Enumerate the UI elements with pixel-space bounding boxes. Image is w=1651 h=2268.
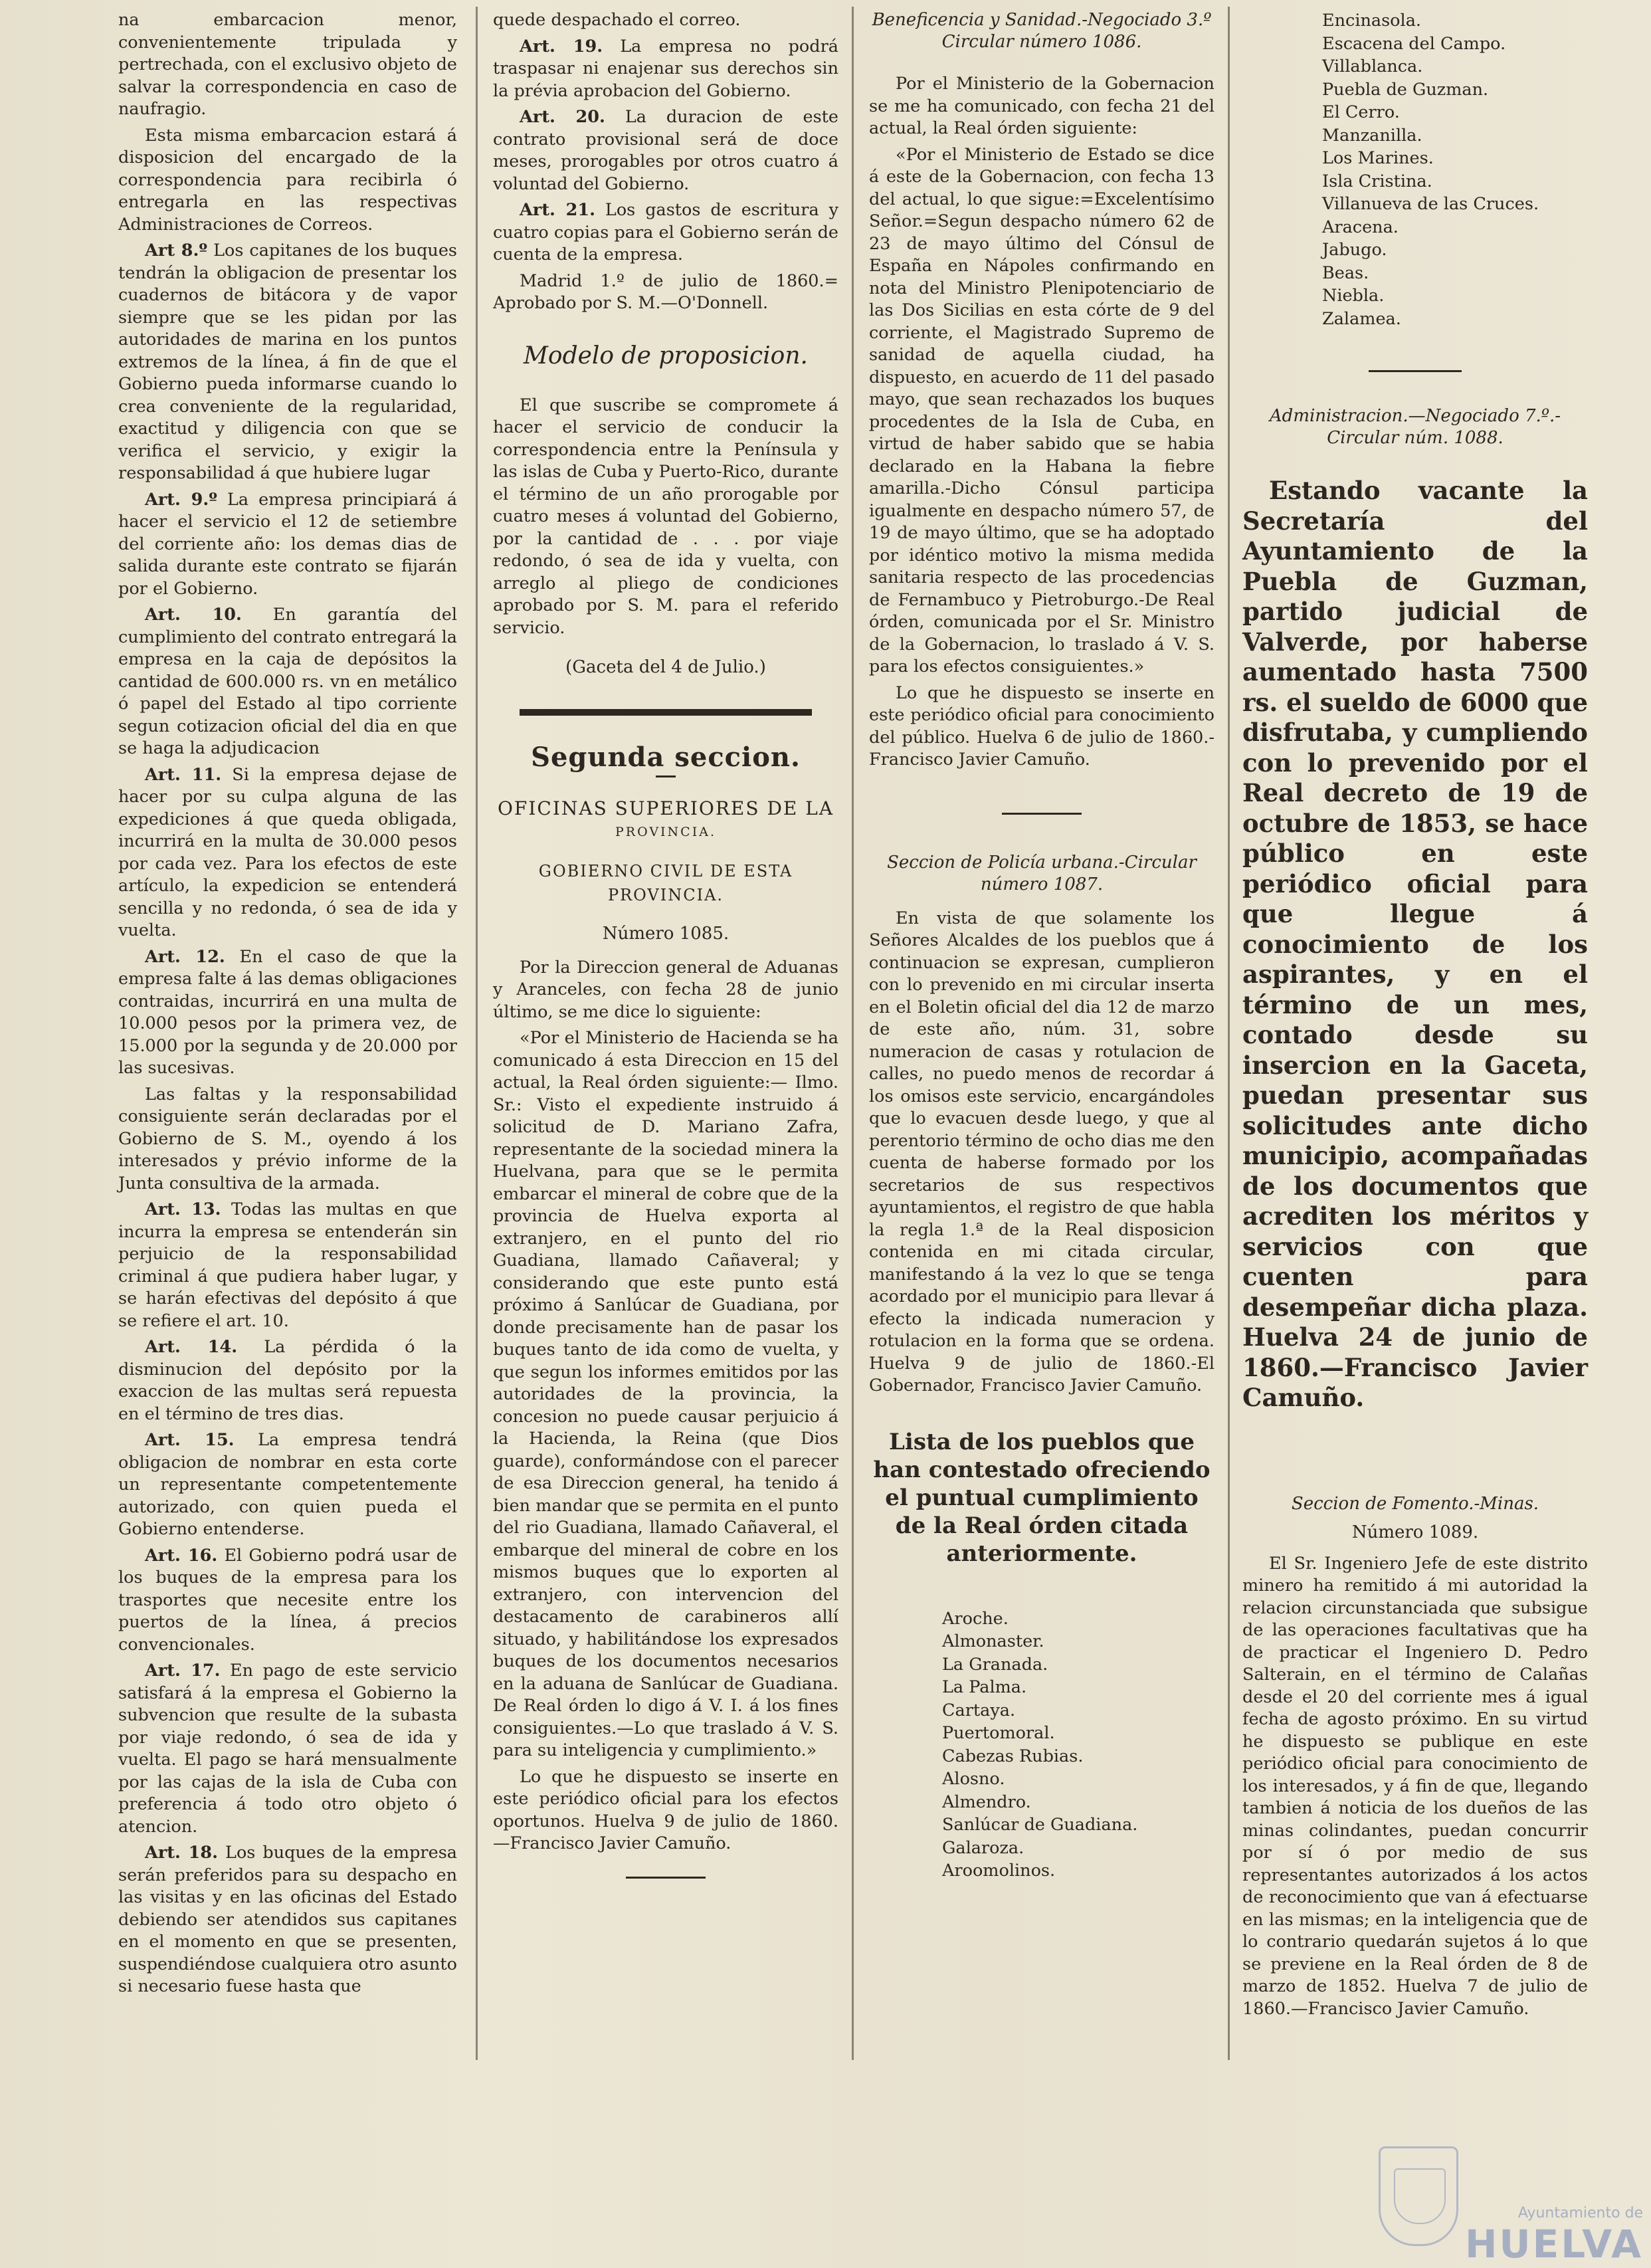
model-text: El que suscribe se compromete á hacer el servicio de conducir la correspondencia entre la Península y las islas de Cuba y Puerto-Rico, durante el término de un año prorogable por cuatro meses á voluntad del Gobierno, por la cantidad de . . . por viaje redondo, ó sea de ida y vuelta, con arreglo al pliego de condiciones aprobado por S. M. para el referido servicio.: [493, 395, 838, 638]
town-item: Aracena.: [1322, 217, 1399, 237]
column-rule: [852, 7, 854, 2060]
town-item: Galaroza.: [942, 1837, 1024, 1858]
article-label: Art. 15.: [145, 1430, 235, 1450]
paragraph: quede despachado el correo.: [493, 10, 741, 30]
paragraph: Lo que he dispuesto se inserte en este periódico oficial para conocimiento del público. Huelva 6 de julio de 1860.-Francisco Javier Camuño.: [869, 682, 1214, 770]
town-item: Cartaya.: [942, 1700, 1016, 1720]
article-label: Art. 17.: [145, 1661, 221, 1681]
paragraph: El Sr. Ingeniero Jefe de este distrito minero ha remitido á mi autoridad la relacion circunstanciada que subsigue de las operaciones facultativas que ha de practicar el Ingeniero D. Pedro Salterain, en el término de Calañas desde el 20 del corriente mes á igual fecha de agosto próximo. En su virtud he dispuesto se publique en este periódico oficial para conocimiento de los interesados, y á fin de que, llegando tambien á noticia de los dueños de las minas colindantes, puedan concurrir por sí ó por medio de sus representantes autorizados á los actos de reconocimiento que van á efectuarse en las mismas; en la inteligencia que de lo contrario quedarán sujetos á lo que se previene en la Real órden de 8 de marzo de 1852. Huelva 7 de julio de 1860.—Francisco Javier Camuño.: [1242, 1553, 1588, 2019]
section-title: Segunda seccion.: [531, 742, 801, 773]
decree-signature: Madrid 1.º de julio de 1860.= Aprobado por S. M.—O'Donnell.: [493, 270, 838, 313]
article-paragraph: [118, 240, 457, 485]
article-paragraph: [118, 1842, 457, 1998]
town-item: Manzanilla.: [1322, 125, 1422, 146]
town-item: Los Marines.: [1322, 148, 1434, 168]
fomento-heading: Seccion de Fomento.-Minas.: [1291, 1493, 1539, 1514]
town-item: La Palma.: [942, 1677, 1027, 1697]
paragraph: Esta misma embarcacion estará á disposicion del encargado de la correspondencia para recibirla ó entregarla en las respectivas Administraciones de Correos.: [118, 125, 457, 235]
town-item: Sanlúcar de Guadiana.: [942, 1815, 1138, 1835]
city-crest-icon: [1379, 2146, 1458, 2246]
paragraph: «Por el Ministerio de Estado se dice á este de la Gobernacion, con fecha 13 del actual, lo que sigue:=Excelentísimo Señor.=Segun despacho número 62 de 23 de mayo último del Cónsul de España en Nápoles confirmando en nota del Ministro Plenipotenciario de las Dos Sicilias en esta córte de 9 del corriente, el Magistrado Supremo de sanidad de aquella ciudad, ha dispuesto, en acuerdo de 11 del pasado mayo, que sean rechazados los buques procedentes de la Isla de Cuba, en virtud de haber sabido que se habia declarado en la Habana la fiebre amarilla.-Dicho Cónsul participa igualmente en despacho número 57, de 19 de mayo último, que se ha adoptado por idéntico motivo la misma medida sanitaria respecto de las procedencias de Fernambuco y Pietroburgo.-De Real órden, comunicada por el Sr. Ministro de la Gobernacion, lo traslado á V. S. para los efectos consiguientes.»: [869, 144, 1214, 676]
article-label: Art. 11.: [145, 764, 222, 785]
paragraph: Por el Ministerio de la Gobernacion se me ha comunicado, con fecha 21 del actual, la Real órden siguiente:: [869, 74, 1214, 138]
articles-list: [493, 36, 838, 266]
article-text: En garantía del cumplimiento del contrato entregará la empresa en la caja de depósitos la cantidad de 600.000 rs. vn en metálico ó papel del Estado al tipo corriente segun cotizacion oficial del dia en que se haga la adjudicacion: [118, 605, 457, 758]
province-heading: PROVINCIA.: [615, 824, 716, 839]
column-3: [869, 9, 1214, 1883]
beneficencia-heading: Beneficencia y Sanidad.-Negociado 3.º: [872, 10, 1212, 30]
article-paragraph: [118, 1084, 457, 1195]
article-label: Art. 16.: [145, 1545, 218, 1566]
section-rule: [520, 709, 812, 716]
article-text: En el caso de que la empresa falte á las demas obligaciones contraidas, incurrirá en una multa de 10.000 pesos por la primera vez, de 15.000 por la segunda y de 20.000 por las sucesivas.: [118, 946, 457, 1078]
towns-list: [1242, 9, 1588, 330]
town-item: Aroche.: [942, 1608, 1009, 1629]
article-paragraph: [118, 1545, 457, 1657]
article-paragraph: [118, 489, 457, 601]
article-label: Art. 13.: [145, 1199, 221, 1219]
paragraph: En vista de que solamente los Señores Alcaldes de los pueblos que á continuacion se expresan, cumplieron con lo prevenido en mi circular inserta en el Boletin oficial del dia 12 de marzo de este año, núm. 31, sobre numeracion de casas y rotulacion de calles, no puedo menos de recordar á los omisos este servicio, encargándoles que lo evacuen desde luego, y que al perentorio término de ocho dias me den cuenta de haberse formado por los secretarios de sus respectivos ayuntamientos, el registro de que habla la regla 1.ª de la Real disposicion contenida en mi citada circular, manifestando á la vez lo que se tenga acordado por el municipio para llevar á efecto la indicada numeracion y rotulacion en la forma que se ordena. Huelva 9 de julio de 1860.-El Gobernador, Francisco Javier Camuño.: [869, 908, 1214, 1395]
town-item: Puertomoral.: [942, 1723, 1055, 1743]
article-paragraph: [493, 36, 838, 103]
article-paragraph: [493, 199, 838, 266]
column-1: [118, 9, 457, 2002]
town-item: Beas.: [1322, 262, 1369, 283]
policia-heading: Seccion de Policía urbana.-Circular número 1087.: [887, 852, 1197, 894]
town-item: Escacena del Campo.: [1322, 33, 1506, 54]
column-rule: [1228, 7, 1230, 2060]
article-label: Art. 10.: [145, 605, 242, 625]
watermark-small: Ayuntamiento de: [1517, 2205, 1644, 2221]
watermark-big: HUELVA: [1465, 2221, 1644, 2267]
article-paragraph: [118, 946, 457, 1080]
article-label: Art. 14.: [145, 1337, 238, 1357]
offices-heading: OFICINAS SUPERIORES DE LA: [497, 797, 834, 819]
town-item: Cabezas Rubias.: [942, 1746, 1084, 1766]
paragraph: «Por el Ministerio de Hacienda se ha comunicado á esta Direccion en 15 del actual, la Real órden siguiente:— Ilmo. Sr.: Visto el expediente instruido á solicitud de D. Mariano Zafra, representante de la sociedad minera la Huelvana, para que se le permita embarcar el mineral de cobre que de la provincia de Huelva exporta al extranjero, en el punto del rio Guadiana, llamado Cañaveral; y considerando que este punto está próximo á Sanlúcar de Guadiana, por donde precisamente han de pasar los buques tanto de ida como de vuelta, y que segun los informes emitidos por las autoridades de la provincia, la concesion no puede causar perjuicio á la Hacienda, la Reina (que Dios guarde), conformándose con el parecer de esa Direccion general, ha tenido á bien mandar que se permita en el punto del rio Guadiana, llamado Cañaveral, el embarque del mineral de cobre en los mismos buques que lo exporten al extranjero, con intervencion del destacamento de carabineros allí situado, y habilitándose los expresados buques de los documentos necesarios en la aduana de Sanlúcar de Guadiana. De Real órden lo digo á V. I. á los fines consiguientes.—Lo que traslado á V. S. para su inteligencia y cumplimiento.»: [493, 1028, 838, 1760]
town-item: Jabugo.: [1322, 240, 1387, 260]
administracion-heading: Administracion.—Negociado 7.º.-Circular núm. 1088.: [1269, 406, 1561, 448]
town-item: Almendro.: [942, 1792, 1031, 1812]
column-rule: [476, 7, 478, 2060]
town-item: Puebla de Guzman.: [1322, 79, 1489, 100]
article-paragraph: [493, 106, 838, 195]
article-label: Art. 18.: [145, 1843, 219, 1863]
number-heading: Número 1089.: [1351, 1522, 1479, 1542]
divider: [626, 1877, 706, 1879]
article-paragraph: [118, 764, 457, 942]
paragraph: na embarcacion menor, convenientemente tripulada y pertrechada, con el exclusivo objeto de salvar la correspondencia en caso de naufragio.: [118, 10, 457, 119]
column-2: [493, 9, 838, 1879]
article-text: La pérdida ó la disminucion del depósito por la exaccion de las multas será repuesta en el término de tres dias.: [118, 1337, 457, 1424]
town-item: Niebla.: [1322, 286, 1385, 306]
article-paragraph: [118, 604, 457, 760]
article-text: Las faltas y la responsabilidad consiguiente serán declaradas por el Gobierno de S. M., oyendo á los interesados y prévio informe de la Junta consultiva de la armada.: [118, 1084, 457, 1193]
vacancy-notice: Estando vacante la Secretaría del Ayuntamiento de la Puebla de Guzman, partido judicial de Valverde, por haberse aumentado hasta 7500 rs. el sueldo de 6000 que disfrutaba, y cumpliendo con lo prevenido por el Real decreto de 19 de octubre de 1853, se hace público en este periódico oficial para que llegue á conocimiento de los aspirantes, y en el término de un mes, contado desde su insercion en la Gaceta, puedan presentar sus solicitudes ante dicho municipio, acompañadas de los documentos que acrediten los méritos y servicios con que cuenten para desempeñar dicha plaza. Huelva 24 de junio de 1860.—Francisco Javier Camuño.: [1242, 476, 1588, 1412]
town-item: Zalamea.: [1322, 308, 1401, 329]
towns-list: [869, 1607, 1214, 1883]
town-item: Almonaster.: [942, 1631, 1044, 1651]
article-label: Art. 21.: [520, 200, 595, 220]
town-item: Isla Cristina.: [1322, 171, 1432, 191]
article-label: Art. 19.: [520, 36, 603, 56]
article-label: Art. 12.: [145, 946, 225, 967]
article-paragraph: [118, 1429, 457, 1541]
article-text: Todas las multas en que incurra la empresa se entenderán sin perjuicio de la responsabilidad criminal á que pudiera haber lugar, y se harán efectivas del depósito á que se refiere el art. 10.: [118, 1199, 457, 1331]
article-text: Si la empresa dejase de hacer por su culpa alguna de las expediciones á que queda obligada, incurrirá en la multa de 30.000 pesos por cada vez. Para los efectos de este artículo, la expedicion se entenderá sencilla y no redonda, ó sea de ida y vuelta.: [118, 764, 458, 940]
town-item: La Granada.: [942, 1654, 1048, 1675]
article-text: La empresa tendrá obligacion de nombrar en esta corte un representante competentemente autorizado, con quien pueda el Gobierno entenderse.: [118, 1430, 457, 1539]
article-text: La duracion de este contrato provisional será de doce meses, prorogables por otros cuatro á voluntad del Gobierno.: [493, 107, 838, 194]
article-paragraph: [118, 1199, 457, 1332]
article-label: Art. 9.º: [145, 489, 217, 510]
towns-list-title: Lista de los pueblos que han contestado ofreciendo el puntual cumplimiento de la Real órden citada anteriormente.: [873, 1428, 1211, 1567]
town-item: Encinasola.: [1322, 11, 1422, 31]
article-paragraph: [118, 1660, 457, 1838]
article-text: La empresa principiará á hacer el servicio el 12 de setiembre del corriente año: los demas dias de salida durante este contrato se fijarán por el Gobierno.: [118, 489, 458, 599]
article-text: Los capitanes de los buques tendrán la obligacion de presentar los cuadernos de bitácora y de vapor siempre que se les pidan por las autoridades de marina en los puntos extremos de la línea, á fin de que el Gobierno pueda informarse cuando lo crea conveniente de la regularidad, exactitud y diligencia con que se verifica el servicio, y exigir la responsabilidad á que hubiere lugar: [118, 241, 457, 483]
town-item: Aroomolinos.: [942, 1861, 1056, 1881]
town-item: Alosno.: [942, 1769, 1005, 1789]
article-text: Los buques de la empresa serán preferidos para su despacho en las visitas y en las oficinas del Estado debiendo ser atendidos sus capitanes en el momento en que se presenten, suspendiéndose cualquiera otro asunto si necesario fuese hasta que: [118, 1843, 457, 1996]
town-item: Villanueva de las Cruces.: [1322, 194, 1539, 214]
article-paragraph: [118, 1336, 457, 1425]
article-text: El Gobierno podrá usar de los buques de la empresa para los trasportes que necesite entre los puertos de la línea, á precios convencionales.: [118, 1545, 457, 1655]
government-heading: GOBIERNO CIVIL DE ESTA PROVINCIA.: [538, 861, 793, 904]
number-heading: Número 1085.: [602, 923, 729, 944]
town-item: El Cerro.: [1322, 102, 1400, 122]
town-item: Villablanca.: [1322, 56, 1423, 76]
article-label: Art 8.º: [145, 241, 208, 260]
articles-list: [118, 240, 457, 1998]
model-title: Modelo de proposicion.: [524, 342, 808, 369]
paragraph: Lo que he dispuesto se inserte en este periódico oficial para los efectos oportunos. Huelva 9 de julio de 1860. —Francisco Javier Camuño.: [493, 1766, 838, 1853]
column-4: [1242, 9, 1588, 2024]
article-text: Los gastos de escritura y cuatro copias para el Gobierno serán de cuenta de la empresa.: [493, 200, 838, 264]
article-label: Art. 20.: [520, 107, 605, 127]
article-text: En pago de este servicio satisfará á la empresa el Gobierno la subvencion que resulte de la subasta por viaje redondo, ó sea de ida y vuelta. El pago se hará mensualmente por las cajas de la isla de Cuba con preferencia á todo otro objeto ó atencion.: [118, 1661, 457, 1837]
article-text: La empresa no podrá traspasar ni enajenar sus derechos sin la prévia aprobacion del Gobierno.: [493, 36, 839, 101]
paragraph: Por la Direccion general de Aduanas y Aranceles, con fecha 28 de junio último, se me dice lo siguiente:: [493, 957, 838, 1022]
circular-heading: Circular número 1086.: [941, 32, 1142, 52]
watermark: [1465, 2205, 1643, 2267]
gaceta-source: (Gaceta del 4 de Julio.): [565, 657, 766, 677]
